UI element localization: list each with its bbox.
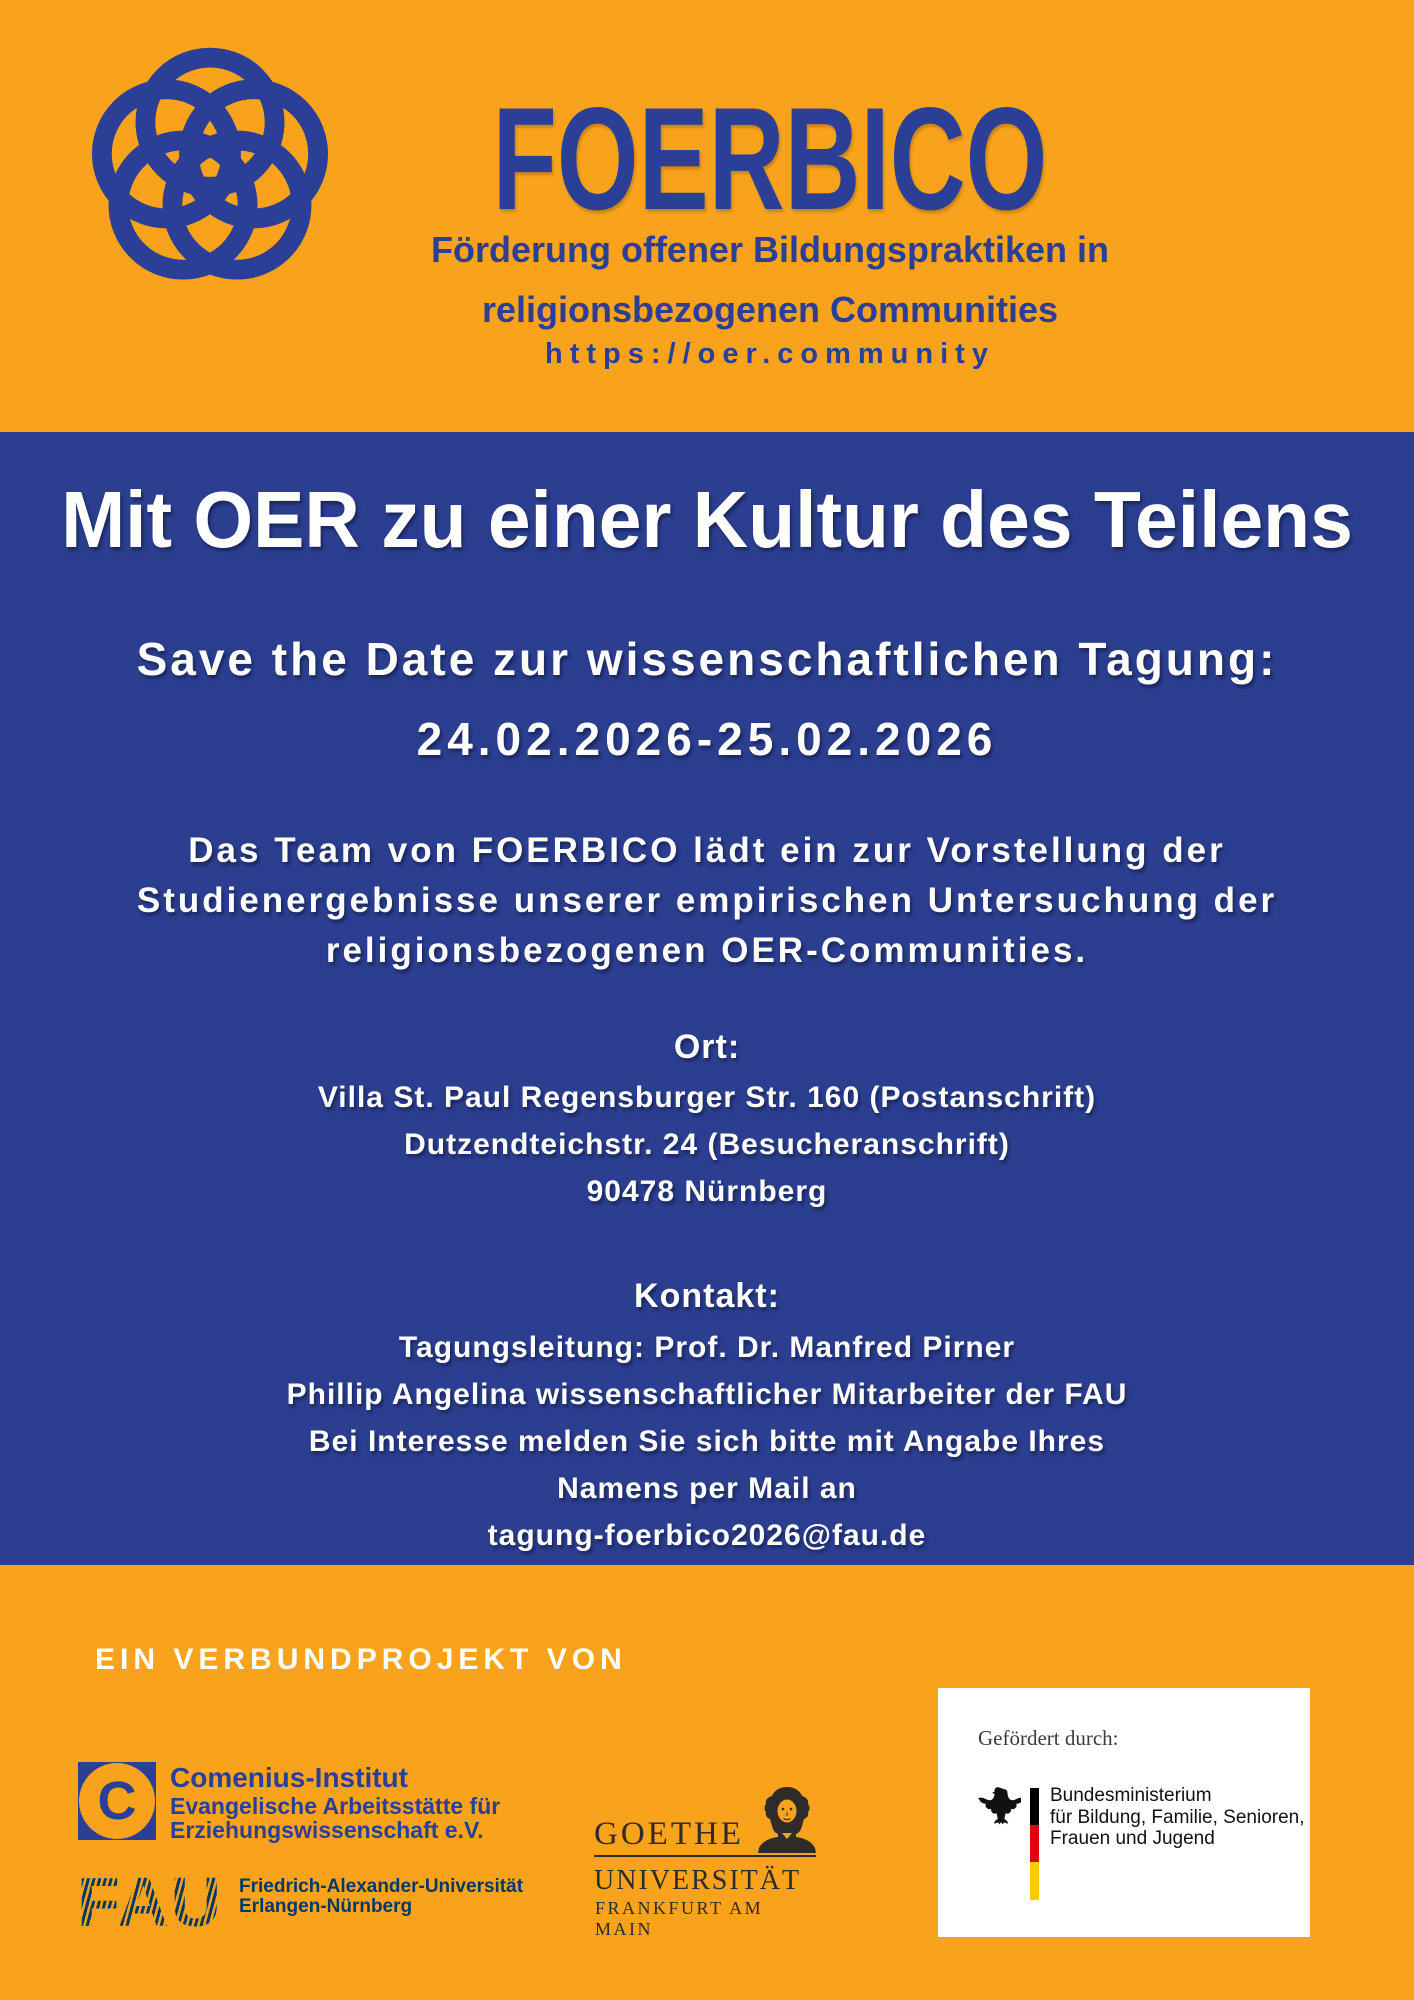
funding-label: Gefördert durch: (978, 1726, 1119, 1750)
goethe-name: GOETHE (594, 1816, 744, 1852)
event-dates: 24.02.2026-25.02.2026 (416, 713, 998, 765)
fau-logo (77, 1863, 524, 1941)
intro-line: religionsbezogenen OER-Communities. (325, 931, 1089, 970)
address-line: Villa St. Paul Regensburger Str. 160 (Postanschrift) (317, 1081, 1097, 1114)
ministry-name (1050, 1785, 1305, 1850)
brand-title: FOERBICO (492, 77, 1048, 240)
goethe-university-line: UNIVERSITÄT (594, 1865, 802, 1896)
goethe-portrait-icon (752, 1785, 822, 1855)
ministry-line: Bundesministerium (1050, 1785, 1212, 1806)
location-address (0, 1074, 1414, 1215)
comenius-name: Comenius-Institut (170, 1762, 408, 1793)
fau-name-line: Friedrich-Alexander-Universität (239, 1876, 524, 1897)
flag-gold-segment (1030, 1862, 1039, 1900)
address-line: 90478 Nürnberg (586, 1175, 828, 1208)
contact-line: Namens per Mail an (557, 1472, 857, 1505)
comenius-subtitle-line: Evangelische Arbeitsstätte für (170, 1793, 501, 1819)
location-label: Ort: (673, 1028, 741, 1066)
goethe-divider (594, 1855, 816, 1857)
comenius-subtitle-line: Erziehungswissenschaft e.V. (170, 1817, 484, 1843)
brand-subtitle-line-2: religionsbezogenen Communities (481, 289, 1059, 330)
event-heading: Mit OER zu einer Kultur des Teilens (61, 475, 1353, 564)
funding-box (938, 1688, 1310, 1937)
comenius-institut-logo (78, 1762, 500, 1842)
comenius-circle (79, 1763, 155, 1839)
comenius-mark-icon (78, 1762, 156, 1840)
intro-paragraph (0, 826, 1414, 976)
fau-text (239, 1877, 523, 1917)
fau-wordmark-icon: FAU (77, 1863, 223, 1941)
fau-name-line: Erlangen-Nürnberg (239, 1896, 413, 1917)
intro-line: Studienergebnisse unserer empirischen Untersuchung der (136, 881, 1278, 920)
goethe-city-line: FRANKFURT AM MAIN (595, 1898, 764, 1939)
contact-block (0, 1324, 1414, 1559)
ministry-line: Frauen und Jugend (1050, 1828, 1215, 1849)
header-text-block (126, 0, 1414, 432)
brand-subtitle-line-1: Förderung offener Bildungspraktiken in (430, 229, 1110, 270)
partners-footer (0, 1565, 1414, 2000)
contact-line: Bei Interesse melden Sie sich bitte mit Angabe Ihres (308, 1425, 1106, 1458)
address-line: Dutzendteichstr. 24 (Besucheranschrift) (404, 1128, 1010, 1161)
website-link[interactable]: https://oer.community (545, 338, 995, 370)
contact-email-link[interactable]: tagung-foerbico2026@fau.de (487, 1519, 927, 1552)
federal-eagle-icon (975, 1783, 1021, 1831)
comenius-monogram: C (97, 1771, 137, 1831)
flag-red-segment (1030, 1825, 1039, 1862)
header (0, 0, 1414, 432)
partners-heading: EIN VERBUNDPROJEKT VON (95, 1643, 627, 1676)
ministry-line: für Bildung, Familie, Senioren, (1050, 1806, 1305, 1828)
german-flag-bar-icon (1030, 1788, 1039, 1900)
contact-line: Phillip Angelina wissenschaftlicher Mitarbeiter der FAU (286, 1378, 1128, 1411)
event-section (0, 432, 1414, 1565)
flag-black-segment (1030, 1788, 1039, 1825)
goethe-university-logo (594, 1785, 814, 1939)
intro-line: Das Team von FOERBICO lädt ein zur Vorstellung der (188, 831, 1226, 870)
comenius-text (170, 1762, 500, 1842)
contact-line: Tagungsleitung: Prof. Dr. Manfred Pirner (398, 1331, 1016, 1364)
save-the-date-line: Save the Date zur wissenschaftlichen Tagung: (136, 633, 1278, 685)
contact-label: Kontakt: (634, 1277, 780, 1315)
